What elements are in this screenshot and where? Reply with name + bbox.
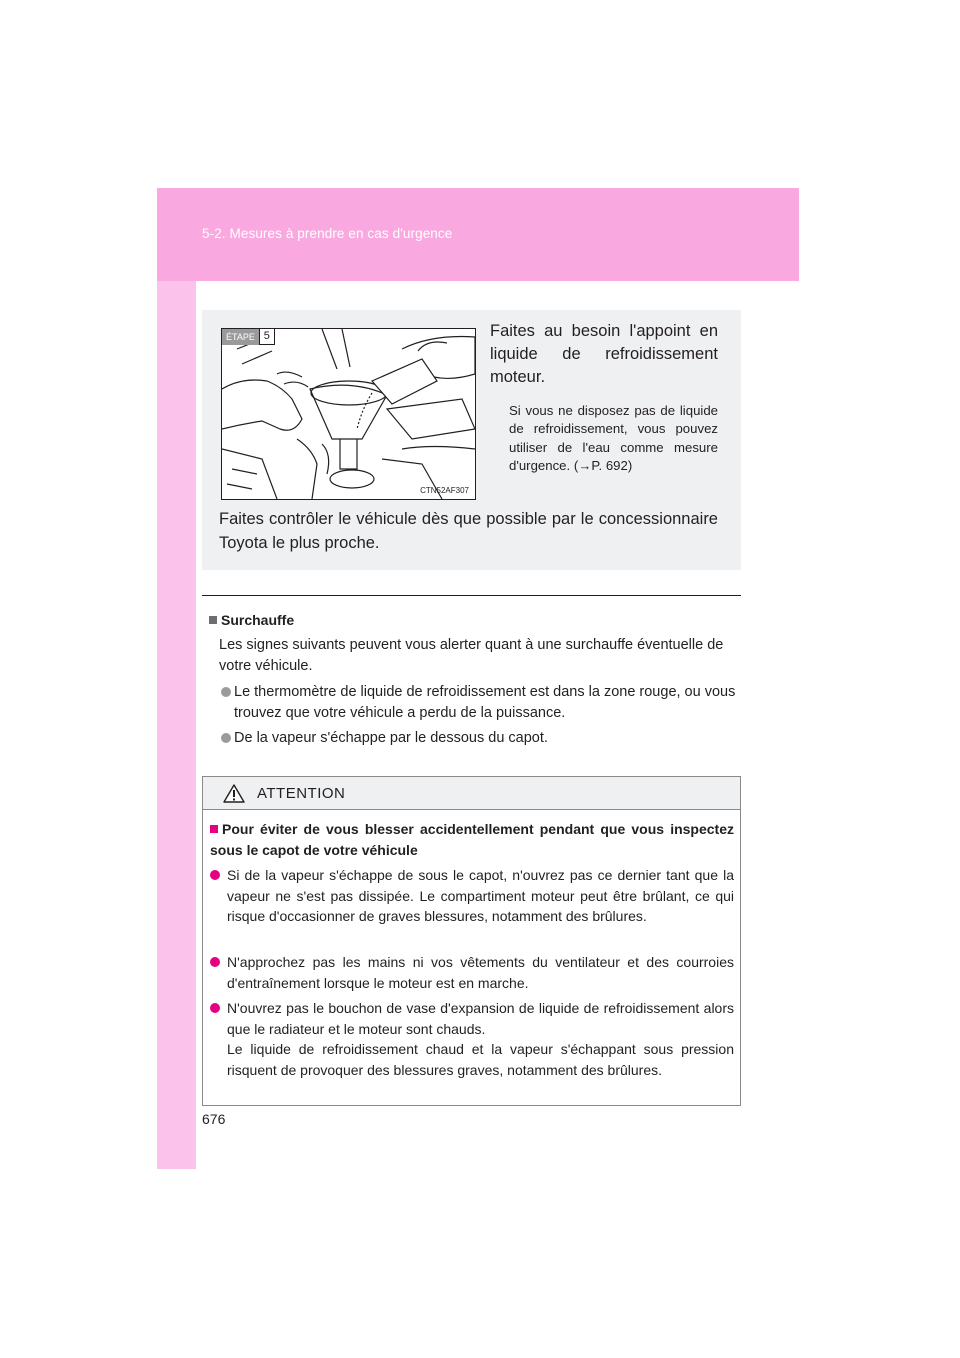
bullet-icon	[221, 733, 231, 743]
warning-item	[210, 865, 734, 927]
bullet-icon	[210, 870, 220, 880]
figure-code: CTN52AF307	[420, 486, 469, 495]
warning-item-text: N'approchez pas les mains ni vos vêtements du ventilateur et des courroies d'entraînement lorsque le moteur est en marche.	[227, 954, 734, 991]
warning-item	[210, 998, 734, 1080]
warning-subtitle-text: Pour éviter de vous blesser accidentellement pendant que vous inspectez sous le capot de votre véhicule	[210, 821, 734, 858]
side-band	[157, 281, 196, 1169]
step-instruction: Faites au besoin l'appoint en liquide de refroidissement moteur.	[490, 322, 718, 386]
warning-title: ATTENTION	[257, 785, 346, 802]
bullet-icon	[210, 957, 220, 967]
overheat-heading	[209, 612, 294, 628]
list-item-text: Le thermomètre de liquide de refroidissement est dans la zone rouge, ou vous trouvez que votre véhicule a perdu de la puissance.	[234, 684, 736, 721]
warning-box	[202, 776, 741, 1106]
warning-header	[203, 777, 740, 810]
bullet-icon	[221, 687, 231, 697]
step-illustration	[221, 328, 476, 500]
divider	[202, 595, 741, 596]
warning-item-text: Si de la vapeur s'échappe de sous le capot, n'ouvrez pas ce dernier tant que la vapeur ne s'est pas dissipée. Le compartiment moteur peut être brûlant, ce qui risque d'occasionner de graves blessures, notamment des brûlures.	[227, 867, 734, 924]
bullet-icon	[210, 1003, 220, 1013]
section-title: 5-2. Mesures à prendre en cas d'urgence	[202, 226, 453, 241]
step-label: ÉTAPE	[222, 329, 259, 345]
coolant-refill-illustration	[222, 329, 475, 499]
step-closing: Faites contrôler le véhicule dès que possible par le concessionnaire Toyota le plus proche.	[219, 510, 718, 552]
list-item	[221, 682, 741, 723]
list-item-text: De la vapeur s'échappe par le dessous du capot.	[234, 730, 548, 746]
warning-subtitle	[210, 819, 734, 860]
warning-item-text: Le liquide de refroidissement chaud et la vapeur s'échappant sous pression risquent de provoquer des blessures graves, notamment des brûlures.	[227, 1041, 734, 1078]
overheat-intro: Les signes suivants peuvent vous alerter quant à une surchauffe éventuelle de votre véhicule.	[219, 637, 724, 674]
step-number: 5	[259, 329, 275, 345]
square-bullet-icon	[209, 616, 217, 624]
page-number: 676	[202, 1111, 226, 1127]
square-bullet-icon	[210, 825, 218, 833]
list-item	[221, 728, 741, 749]
warning-triangle-icon	[223, 784, 245, 803]
warning-item-text: N'ouvrez pas le bouchon de vase d'expansion de liquide de refroidissement alors que le radiateur et le moteur sont chauds.	[227, 1000, 734, 1037]
step-note: Si vous ne disposez pas de liquide de refroidissement, vous pouvez utiliser de l'eau comme mesure d'urgence. (→P. 692)	[509, 403, 718, 474]
step-badge	[222, 329, 275, 345]
overheat-title: Surchauffe	[221, 612, 295, 628]
warning-item	[210, 952, 734, 993]
